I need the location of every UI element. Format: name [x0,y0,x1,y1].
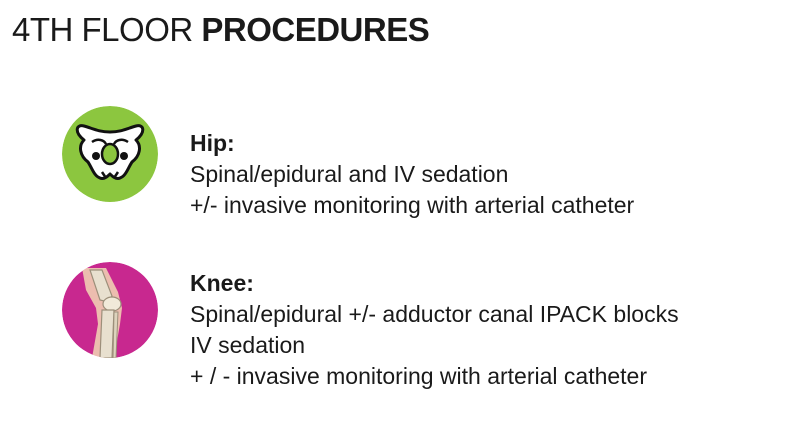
knee-line-3: + / - invasive monitoring with arterial catheter [190,363,648,389]
hip-line-2: +/- invasive monitoring with arterial catheter [190,192,635,218]
hip-line-1: Spinal/epidural and IV sedation [190,161,509,187]
hip-procedure [190,128,634,221]
hip-heading: Hip: [190,130,235,156]
knee-line-2: IV sedation [190,332,306,358]
knee-line-1: Spinal/epidural +/- adductor canal IPACK blocks [190,301,679,327]
knee-heading: Knee: [190,270,254,296]
page-title-prefix: 4TH FLOOR [12,11,202,48]
pelvis-icon [62,106,158,202]
page-title [12,10,429,50]
page-title-emphasis: PROCEDURES [201,11,430,48]
knee-procedure [190,268,679,392]
knee-joint-icon [62,262,158,358]
